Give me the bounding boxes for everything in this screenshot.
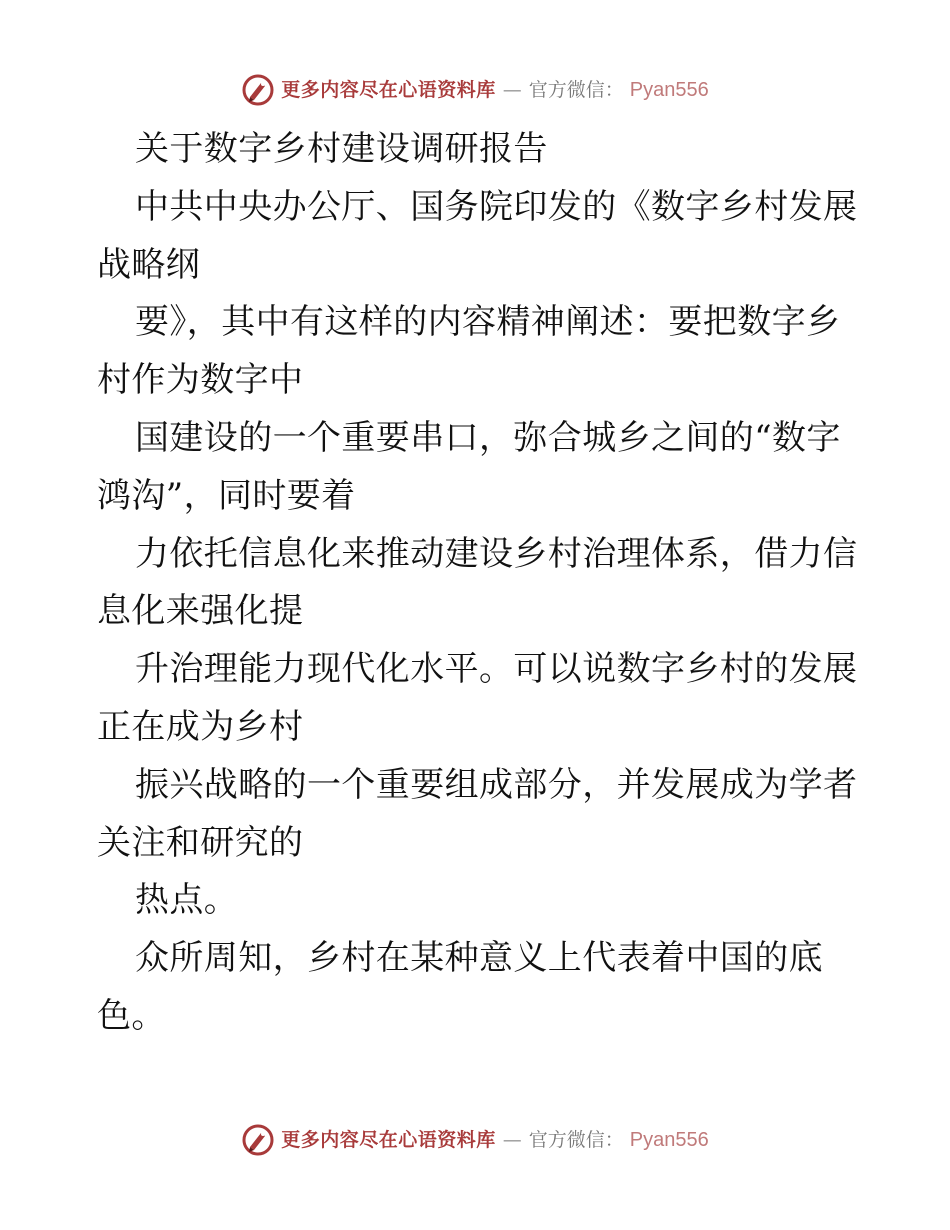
banner-wechat-id: Pyan556 <box>629 1129 709 1151</box>
text-line: 村作为数字中 <box>97 360 304 401</box>
banner-wechat-label: 官方微信： <box>528 1128 624 1151</box>
text-line: 力依托信息化来推动建设乡村治理体系，借力信 <box>135 533 858 574</box>
footer-banner-content <box>241 1123 709 1157</box>
pen-logo-icon <box>241 1123 275 1157</box>
banner-wechat-id: Pyan556 <box>629 79 709 101</box>
text-line: 国建设的一个重要串口，弥合城乡之间的“数字 <box>135 417 841 458</box>
text-line: 战略纲 <box>97 244 201 285</box>
text-line: 众所周知，乡村在某种意义上代表着中国的底 <box>135 938 823 979</box>
text-line: 关于数字乡村建设调研报告 <box>135 129 548 169</box>
header-banner-content <box>241 73 709 107</box>
banner-site-name: 更多内容尽在心语资料库 <box>281 1128 496 1151</box>
banner-dash: — <box>502 1128 522 1151</box>
document-body <box>97 121 857 1046</box>
text-line: 正在成为乡村 <box>97 706 304 747</box>
footer-banner <box>0 1120 950 1160</box>
text-line: 鸿沟”，同时要着 <box>97 475 356 516</box>
pen-logo-icon <box>241 73 275 107</box>
text-line: 息化来强化提 <box>97 591 304 632</box>
text-line: 升治理能力现代化水平。可以说数字乡村的发展 <box>135 649 858 690</box>
banner-dash: — <box>502 78 522 101</box>
text-line: 关注和研究的 <box>97 822 304 863</box>
header-banner <box>0 70 950 110</box>
text-line: 振兴战略的一个重要组成部分，并发展成为学者 <box>135 764 858 805</box>
text-line: 要》，其中有这样的内容精神阐述：要把数字乡 <box>135 302 841 343</box>
text-line: 中共中央办公厅、国务院印发的《数字乡村发展 <box>135 186 858 227</box>
text-line: 色。 <box>97 995 166 1036</box>
banner-site-name: 更多内容尽在心语资料库 <box>281 78 496 101</box>
text-line: 热点。 <box>135 880 239 921</box>
banner-wechat-label: 官方微信： <box>528 78 624 101</box>
